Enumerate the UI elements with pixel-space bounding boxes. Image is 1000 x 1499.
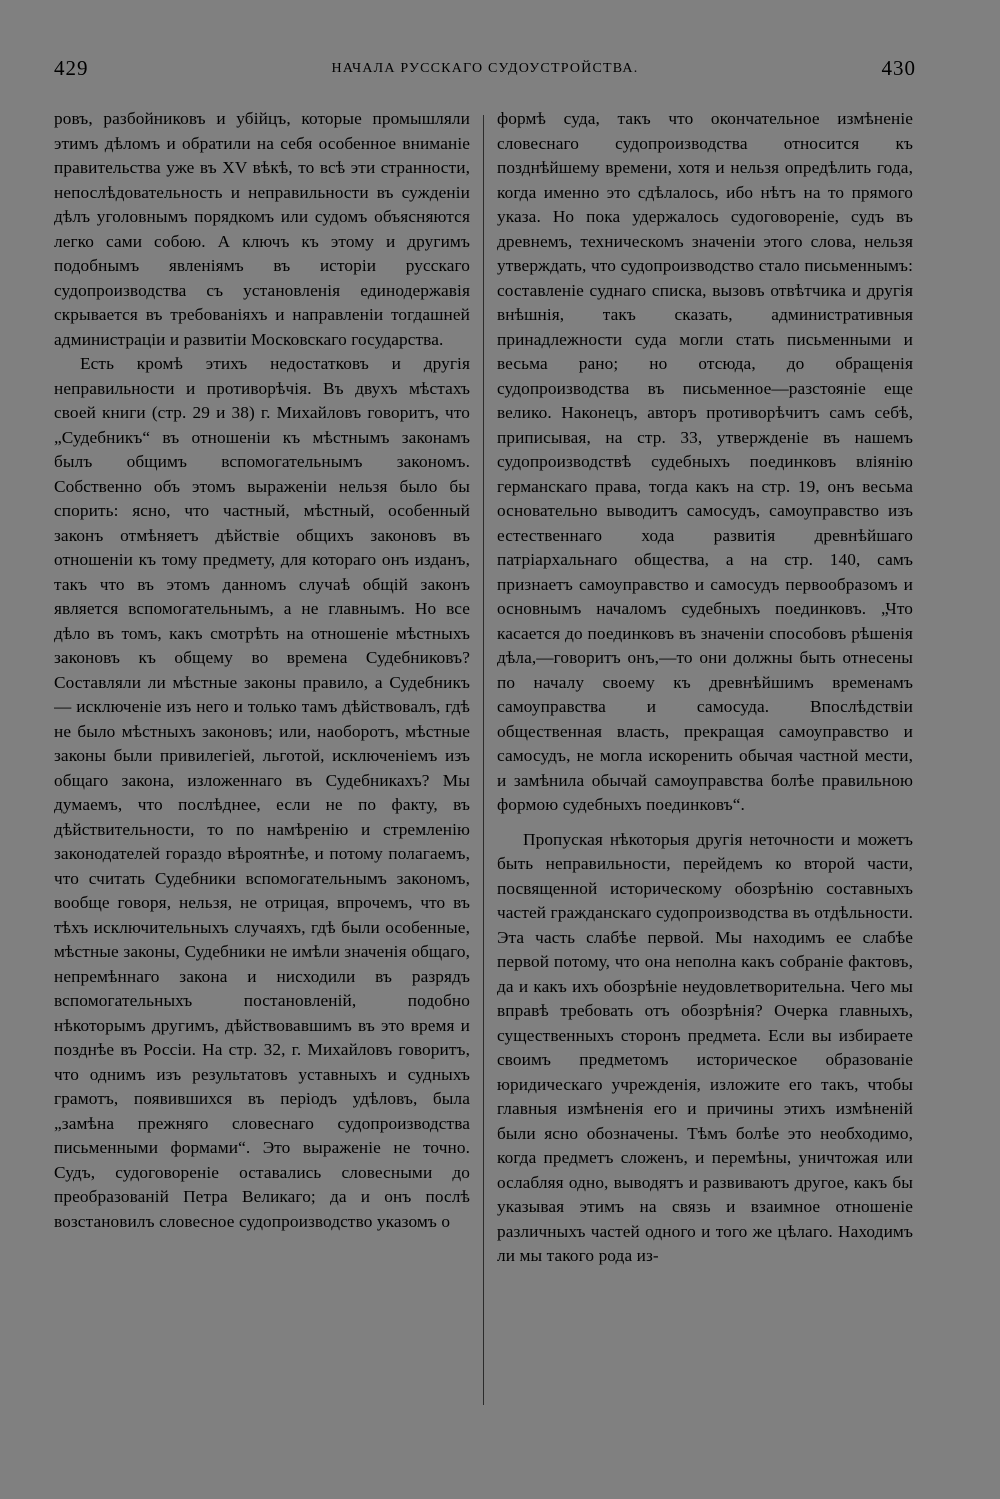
page-header <box>54 56 916 86</box>
paragraph: Есть кромѣ этихъ недостатковъ и другія неправильности и противорѣчія. Въ двухъ мѣстахъ своей книги (стр. 29 и 38) г. Михайловъ говоритъ, что „Судебникъ“ въ отношеніи къ мѣстнымъ законамъ былъ общимъ вспомогательнымъ закономъ. Собственно объ этомъ выраженіи нельзя было бы спорить: ясно, что частный, мѣстный, особенный законъ отмѣняетъ дѣйствіе общихъ законовъ въ отношеніи къ тому предмету, для котораго онъ изданъ, такъ что въ этомъ данномъ случаѣ общій законъ является вспомогательнымъ, а не главнымъ. Но все дѣло въ томъ, какъ смотрѣть на отношеніе мѣстныхъ законовъ къ общему во времена Судебниковъ? Составляли ли мѣстные законы правило, а Судебникъ — исключеніе изъ него и только тамъ дѣйствовалъ, гдѣ не было мѣстныхъ законовъ; или, наоборотъ, мѣстные законы были привилегіей, льготой, исключеніемъ изъ общаго закона, изложеннаго въ Судебникахъ? Мы думаемъ, что послѣднее, если не по факту, въ дѣйствительности, то по намѣренію и стремленію законодателей гораздо вѣроятнѣе, и потому полагаемъ, что считать Судебники вспомогательнымъ закономъ, вообще говоря, нельзя, не отрицая, впрочемъ, что въ тѣхъ исключительныхъ случаяхъ, гдѣ были особенные, мѣстные законы, Судебники не имѣли значенія общаго, непремѣннаго закона и нисходили въ разрядъ вспомогательныхъ постановленій, подобно нѣкоторымъ другимъ, дѣйствовавшимъ въ это время и позднѣе въ Россіи. На стр. 32, г. Михайловъ говоритъ, что однимъ изъ результатовъ уставныхъ и судныхъ грамотъ, появившихся въ періодъ удѣловъ, была „замѣна прежняго словеснаго судопроизводства письменными формами“. Это выраженіе не точно. Судъ, судоговореніе оставались словесными до преобразованій Петра Великаго; да и онъ послѣ возстановилъ словесное судопроизводство указомъ о <box>54 354 470 1231</box>
running-title: НАЧАЛА РУССКАГО СУДОУСТРОЙСТВА. <box>331 61 639 76</box>
right-column <box>497 107 913 1407</box>
paragraph: Пропуская нѣкоторыя другія неточности и можетъ быть неправильности, перейдемъ ко второй части, посвященной историческому обозрѣнію составныхъ частей гражданскаго судопроизводства въ отдѣльности. Эта часть слабѣе первой. Мы находимъ ее слабѣе первой потому, что она неполна какъ собраніе фактовъ, да и какъ ихъ обозрѣніе неудовлетворительна. Чего мы вправѣ требовать отъ обозрѣнія? Очерка главныхъ, существенныхъ сторонъ предмета. Если вы избираете своимъ предметомъ историческое образованіе юридическаго учрежденія, изложите его такъ, чтобы главныя измѣненія его и причины этихъ измѣненій были ясно обозначены. Тѣмъ болѣе это необходимо, когда предметъ сложенъ, и перемѣны, уничтожая или ослабляя одно, выводятъ и развиваютъ другое, какъ бы указывая этимъ на связь и взаимное отношеніе различныхъ частей одного и того же цѣлаго. Находимъ ли мы такого рода из- <box>497 829 913 1265</box>
page-number-left: 429 <box>54 56 89 80</box>
paragraph: формѣ суда, такъ что окончательное измѣненіе словеснаго судопроизводства относится къ позднѣйшему времени, хотя и нельзя опредѣлить года, когда именно это сдѣлалось, ибо нѣтъ на то прямого указа. Но пока удержалось судоговореніе, судъ въ древнемъ, техническомъ значеніи этого слова, нельзя утверждать, что судопроизводство стало письменнымъ: составленіе суднаго списка, вызовъ отвѣтчика и другія внѣшнія, такъ сказать, административныя принадлежности суда могли стать письменными и весьма рано; но отсюда, до обращенія судопроизводства въ письменное—разстояніе еще велико. Наконецъ, авторъ противорѣчитъ самъ себѣ, приписывая, на стр. 33, утвержденіе въ нашемъ судопроизводствѣ судебныхъ поединковъ вліянію германскаго права, тогда какъ на стр. 19, онъ весьма основательно выводитъ самосудъ, самоуправство изъ естественнаго хода развитія древнѣйшаго патріархальнаго общества, а на стр. 140, самъ признаетъ самоуправство и самосудъ первообразомъ и основнымъ началомъ судебныхъ поединковъ. „Что касается до поединковъ въ значеніи способовъ рѣшенія дѣла,—говоритъ онъ,—то они должны быть отнесены по началу своему къ древнѣйшимъ временамъ самоуправства и самосуда. Впослѣдствіи общественная власть, прекращая самоуправство и самосудъ, не могла искоренить обычая частной мести, и замѣнила обычай самоуправства болѣе правильною формою судебныхъ поединковъ“. <box>497 109 913 814</box>
left-column <box>54 107 470 1407</box>
page-number-right: 430 <box>881 56 916 80</box>
column-divider <box>483 115 484 1405</box>
paragraph: ровъ, разбойниковъ и убійцъ, которые промышляли этимъ дѣломъ и обратили на себя особенное вниманіе правительства уже въ XV вѣкѣ, то всѣ эти странности, непослѣдовательность и неправильности въ сужденіи дѣлъ уголовнымъ порядкомъ или судомъ объясняются легко сами собою. А ключъ къ этому и другимъ подобнымъ явленіямъ въ исторіи русскаго судопроизводства съ установленія единодержавія скрывается въ требованіяхъ и направленіи тогдашней администраціи и развитіи Московскаго государства. <box>54 109 470 349</box>
